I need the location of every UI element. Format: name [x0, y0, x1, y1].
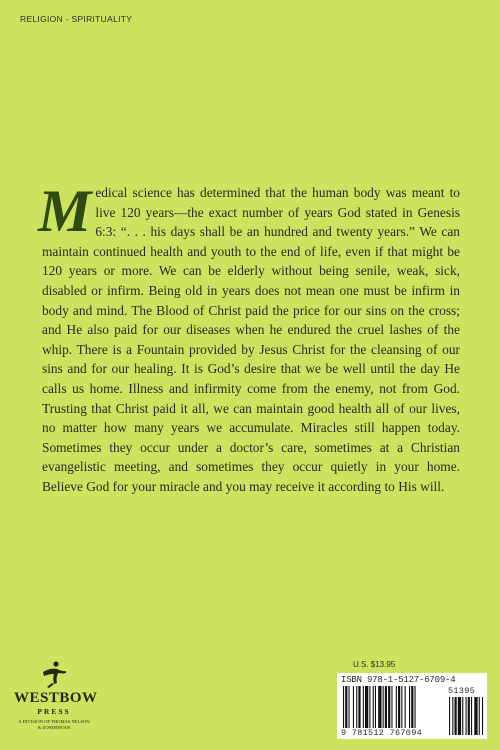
blurb-text: edical science has determined that the human body was meant to live 120 years—the exact number of years God stated in Genesis 6:3: “. . . his days shall be an hundred and twenty years.” We can maintain continued health and youth to the end of life, even if that might be 120 years or more. We can be elderly without being senile, weak, sick, disabled or infirm. Being old in years does not mean one must be infirm in body and mind. The Blood of Christ paid the price for our sins on the cross; and He also paid for our diseases when he endured the cruel lashes of the whip. There is a Fountain provided by Jesus Christ for the cleansing of our sins and for our healing. It is God’s desire that we be well until the day He calls us home. Illness and infirmity come from the enemy, not from God. Trusting that Christ paid it all, we can maintain good health all of our lives, no matter how many years we accumulate. Miracles still happen today. Sometimes they occur under a doctor’s care, sometimes at a Christian evangelistic meeting, and sometimes they occur quietly in your home. Believe God for your miracle and you may receive it according to His will.: [42, 185, 460, 494]
publisher-imprint: PRESS: [37, 707, 71, 716]
publisher-name: WESTBOW: [14, 690, 98, 706]
leaping-figure-icon: [39, 660, 69, 690]
isbn-text: ISBN 978-1-5127-6709-4: [341, 675, 456, 685]
barcode-panel: [337, 673, 487, 739]
publisher-division: [14, 719, 94, 731]
drop-cap: M: [38, 178, 92, 244]
division-line-1: A DIVISION OF THOMAS NELSON: [18, 719, 90, 724]
price-label: U.S. $13.95: [353, 660, 396, 669]
category-label: RELIGION - SPIRITUALITY: [20, 14, 133, 24]
division-line-2: & ZONDERVAN: [37, 725, 71, 730]
addon-digits: 51395: [448, 686, 476, 696]
publisher-logo: [14, 660, 98, 746]
ean-digits: 9 781512 767094: [341, 728, 423, 738]
back-cover-blurb: [38, 178, 460, 497]
